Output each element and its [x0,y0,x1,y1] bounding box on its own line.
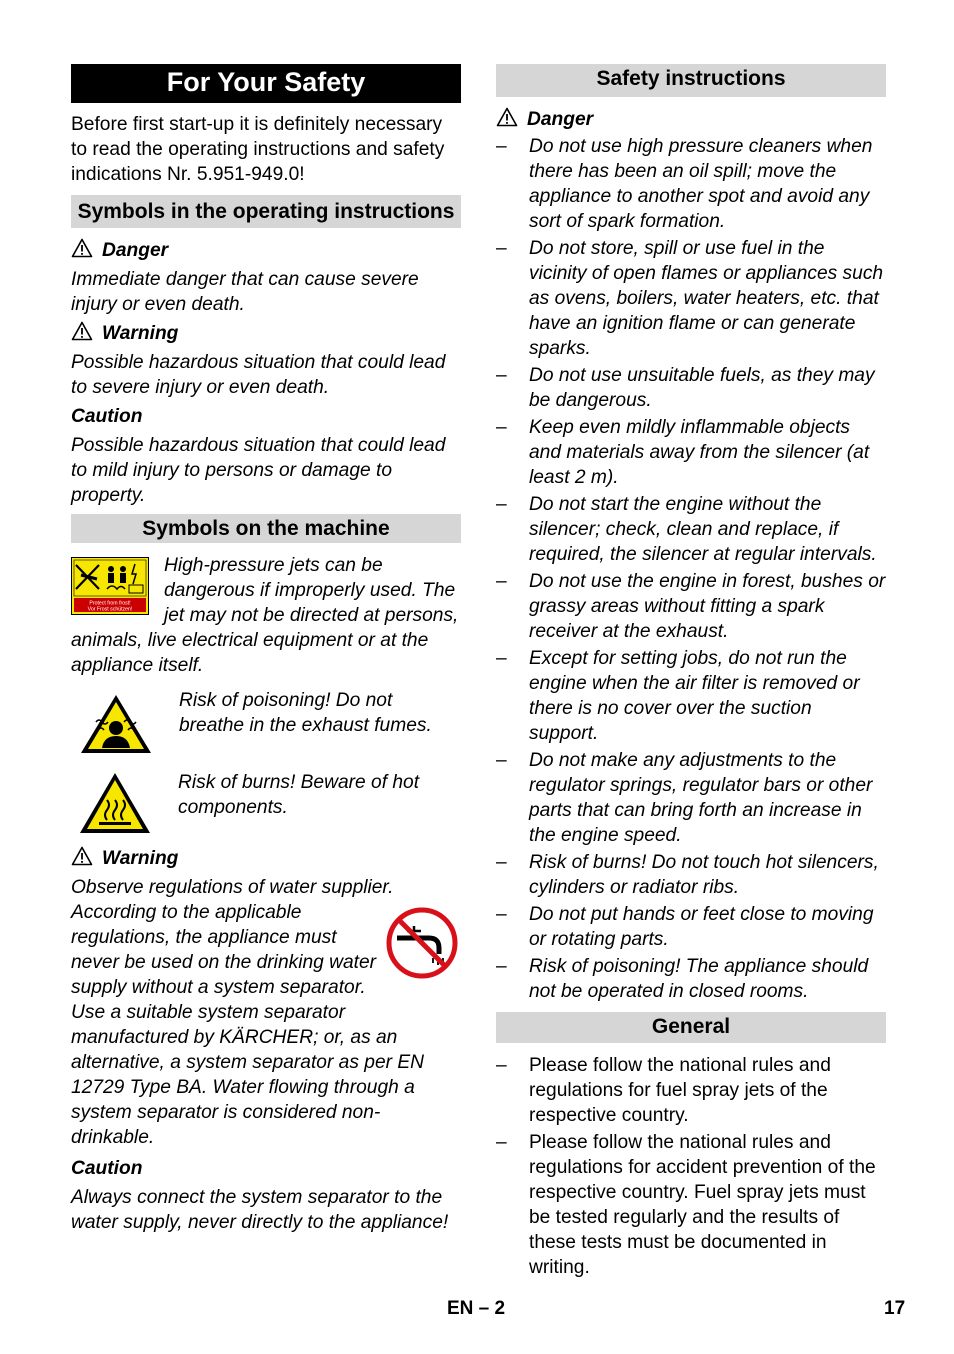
right-column [496,64,886,1282]
warning-description: Possible hazardous situation that could lead to severe injury or even death. [71,352,446,398]
section-heading-safety-instructions: Safety instructions [496,64,886,97]
list-item: – Except for setting jobs, do not run the engine when the air filter is removed or there is no cover over the suction support. [496,646,886,746]
list-item: – Risk of burns! Do not touch hot silencers, cylinders or radiator ribs. [496,850,886,900]
footer-section-label: EN – 2 [447,1298,506,1319]
warning-label: Warning [102,323,179,344]
danger-heading [71,238,461,263]
warning-triangle-icon [496,107,518,127]
warning-heading [71,321,461,346]
danger-list [496,134,886,1004]
left-column [71,64,461,1235]
water-warning-heading [71,846,461,871]
list-item: – Please follow the national rules and regulations for accident prevention of the respective country. Fuel spray jets must be tested regularly and the results of these tests must be documented in writing. [496,1130,886,1280]
jet-warning-text: High-pressure jets can be dangerous if improperly used. The jet may not be directed at persons, animals, live electrical equipment or at the appliance itself. [71,555,459,676]
poison-warning-text: Risk of poisoning! Do not breathe in the exhaust fumes. [179,690,432,736]
danger-description: Immediate danger that can cause severe injury or even death. [71,269,419,315]
burn-warning-text: Risk of burns! Beware of hot components. [178,772,420,818]
frost-label-en: Protect from frost! [89,600,131,607]
toxic-fumes-warning-icon [78,692,154,756]
danger-label: Danger [102,240,169,261]
frost-label-de: Vor Frost schützen! [87,606,133,613]
jet-symbol-block [71,553,461,678]
caution2-text: Always connect the system separator to the water supply, never directly to the appliance! [71,1187,449,1233]
general-list [496,1053,886,1280]
page-number: 17 [884,1298,906,1319]
warning-triangle-icon [71,846,93,866]
right-danger-heading [496,107,886,132]
list-item: – Do not use the engine in forest, bushes or grassy areas without fitting a spark receiver at the exhaust. [496,569,886,644]
list-item: – Do not store, spill or use fuel in the vicinity of open flames or appliances such as ovens, boilers, water heaters, etc. that have an ignition flame or can generate sparks. [496,236,886,361]
no-drinking-water-icon [385,906,459,980]
list-item: – Do not use unsuitable fuels, as they may be dangerous. [496,363,886,413]
page-title: For Your Safety [71,64,461,103]
warning-triangle-icon [71,238,93,258]
list-item: – Do not make any adjustments to the regulator springs, regulator bars or other parts that can bring forth an increase in the engine speed. [496,748,886,848]
caution-heading: Caution [71,406,143,427]
caution2-heading: Caution [71,1158,143,1179]
warning-triangle-icon [71,321,93,341]
list-item: – Risk of poisoning! The appliance should not be operated in closed rooms. [496,954,886,1004]
section-heading-symbols-machine: Symbols on the machine [71,514,461,543]
high-pressure-jet-sticker-icon [71,557,149,615]
water-warning-label: Warning [102,848,179,869]
burn-symbol-block [71,770,461,836]
water-warning-body-block [71,900,461,1150]
right-danger-label: Danger [527,109,594,130]
list-item: – Do not put hands or feet close to moving or rotating parts. [496,902,886,952]
list-item: – Do not start the engine without the silencer; check, clean and replace, if required, the silencer at regular intervals. [496,492,886,567]
caution-description: Possible hazardous situation that could lead to mild injury to persons or damage to property. [71,435,446,506]
section-heading-symbols-operating: Symbols in the operating instructions [71,195,461,228]
intro-text: Before first start-up it is definitely necessary to read the operating instructions and safety indications Nr. 5.951-949.0! [71,114,445,185]
poison-symbol-block [71,688,461,756]
list-item: – Do not use high pressure cleaners when there has been an oil spill; move the appliance to another spot and avoid any sort of spark formation. [496,134,886,234]
list-item: – Please follow the national rules and regulations for fuel spray jets of the respective country. [496,1053,886,1128]
water-warning-line1: Observe regulations of water supplier. [71,877,394,898]
water-warning-body: According to the applicable regulations, the appliance must never be used on the drinking water supply without a system separator. Use a suitable system separator manufactured by KÄRCHER; or, as an alternative, a system separator as per EN 12729 Type BA. Water flowing through a system separator is considered non-drinkable. [71,902,424,1148]
hot-surface-warning-icon [77,770,153,836]
section-heading-general: General [496,1012,886,1043]
list-item: – Keep even mildly inflammable objects and materials away from the silencer (at least 2 m). [496,415,886,490]
